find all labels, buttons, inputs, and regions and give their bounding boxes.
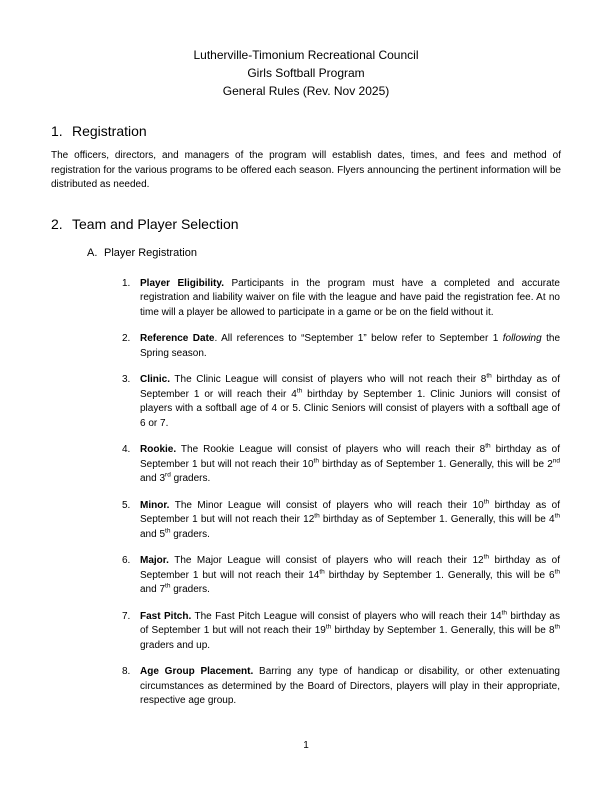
- list-item-fast-pitch: [122, 610, 560, 654]
- subsection-a-letter: A.: [87, 246, 98, 259]
- list-item-reference-date: [122, 332, 560, 361]
- page-number: 1: [303, 740, 309, 751]
- list-item-minor: [122, 499, 560, 543]
- section-1-paragraph: The officers, directors, and managers of the program will establish dates, times, and fees and method of registration for the various programs to be offered each season. Flyers announcing the pertinent information will be distributed as needed.: [51, 150, 561, 190]
- title-line-3: General Rules (Rev. Nov 2025): [222, 84, 390, 98]
- list-item-clinic: [122, 373, 560, 431]
- title-line-1: Lutherville-Timonium Recreational Council: [193, 48, 419, 62]
- player-registration-rules-list: [122, 277, 560, 709]
- document-title: [51, 46, 561, 100]
- list-item-number: 6.: [122, 555, 131, 566]
- list-item-number: 5.: [122, 499, 131, 511]
- list-item-major: [122, 554, 560, 598]
- list-item-age-group-placement: [122, 665, 560, 709]
- list-item-number: 3.: [122, 374, 131, 385]
- list-item-number: 1.: [122, 277, 131, 289]
- list-item-text: Reference Date. All references to “September 1” below refer to September 1 following the Spring season.: [140, 333, 561, 359]
- section-1-number: 1.: [51, 123, 63, 139]
- list-item-player-eligibility: [122, 277, 560, 321]
- list-item-number: 2.: [122, 333, 131, 344]
- section-2-number: 2.: [51, 215, 63, 232]
- list-item-number: 4.: [122, 444, 131, 455]
- list-item-text: Major. The Major League will consist of players who will reach their 12th birthday as of September 1 but will not reach their 14th birthday by September 1. Generally, this will be 6th and 7th graders.: [140, 553, 560, 595]
- list-item-text: Minor. The Minor League will consist of players who will reach their 10th birthday as of September 1 but will not reach their 12th birthday as of September 1. Generally, this will be 4th and 5th graders.: [140, 498, 560, 540]
- list-item-text: Rookie. The Rookie League will consist of players who will reach their 8th birthday as of September 1 but will not reach their 10th birthday as of September 1. Generally, this will be 2nd and 3rd graders.: [140, 442, 561, 484]
- list-item-text: Clinic. The Clinic League will consist of players who will not reach their 8th birthday as of September 1 or will reach their 4th birthday by September 1. Clinic Juniors will consist of players with a softball age of 4 or 5. Clinic Seniors will consist of players with a softball age of 6 or 7.: [140, 372, 561, 429]
- subsection-a-heading: [87, 247, 561, 260]
- section-2-heading: [51, 216, 561, 232]
- list-item-text: Fast Pitch. The Fast Pitch League will consist of players who will reach their 14th birthday as of September 1 but will not reach their 19th birthday by September 1. Generally, this will be 8th graders and up.: [140, 609, 560, 651]
- list-item-text: Player Eligibility. Participants in the program must have a completed and accurate registration and liability waiver on file with the league and have paid the registration fee. At no time will a player be allowed to participate in a game or be on the field without it.: [140, 277, 560, 318]
- title-line-2: Girls Softball Program: [247, 66, 365, 80]
- list-item-number: 8.: [122, 666, 131, 677]
- list-item-text: Age Group Placement. Barring any type of handicap or disability, or other extenuating circumstances as determined by the Board of Directors, players will play in their appropriate, respective age group.: [140, 666, 560, 706]
- list-item-number: 7.: [122, 610, 131, 622]
- list-item-rookie: [122, 443, 560, 487]
- section-1-heading: [51, 123, 561, 139]
- section-1-title: Registration: [72, 123, 147, 139]
- subsection-a-title: Player Registration: [104, 246, 197, 259]
- section-2-title: Team and Player Selection: [72, 215, 239, 232]
